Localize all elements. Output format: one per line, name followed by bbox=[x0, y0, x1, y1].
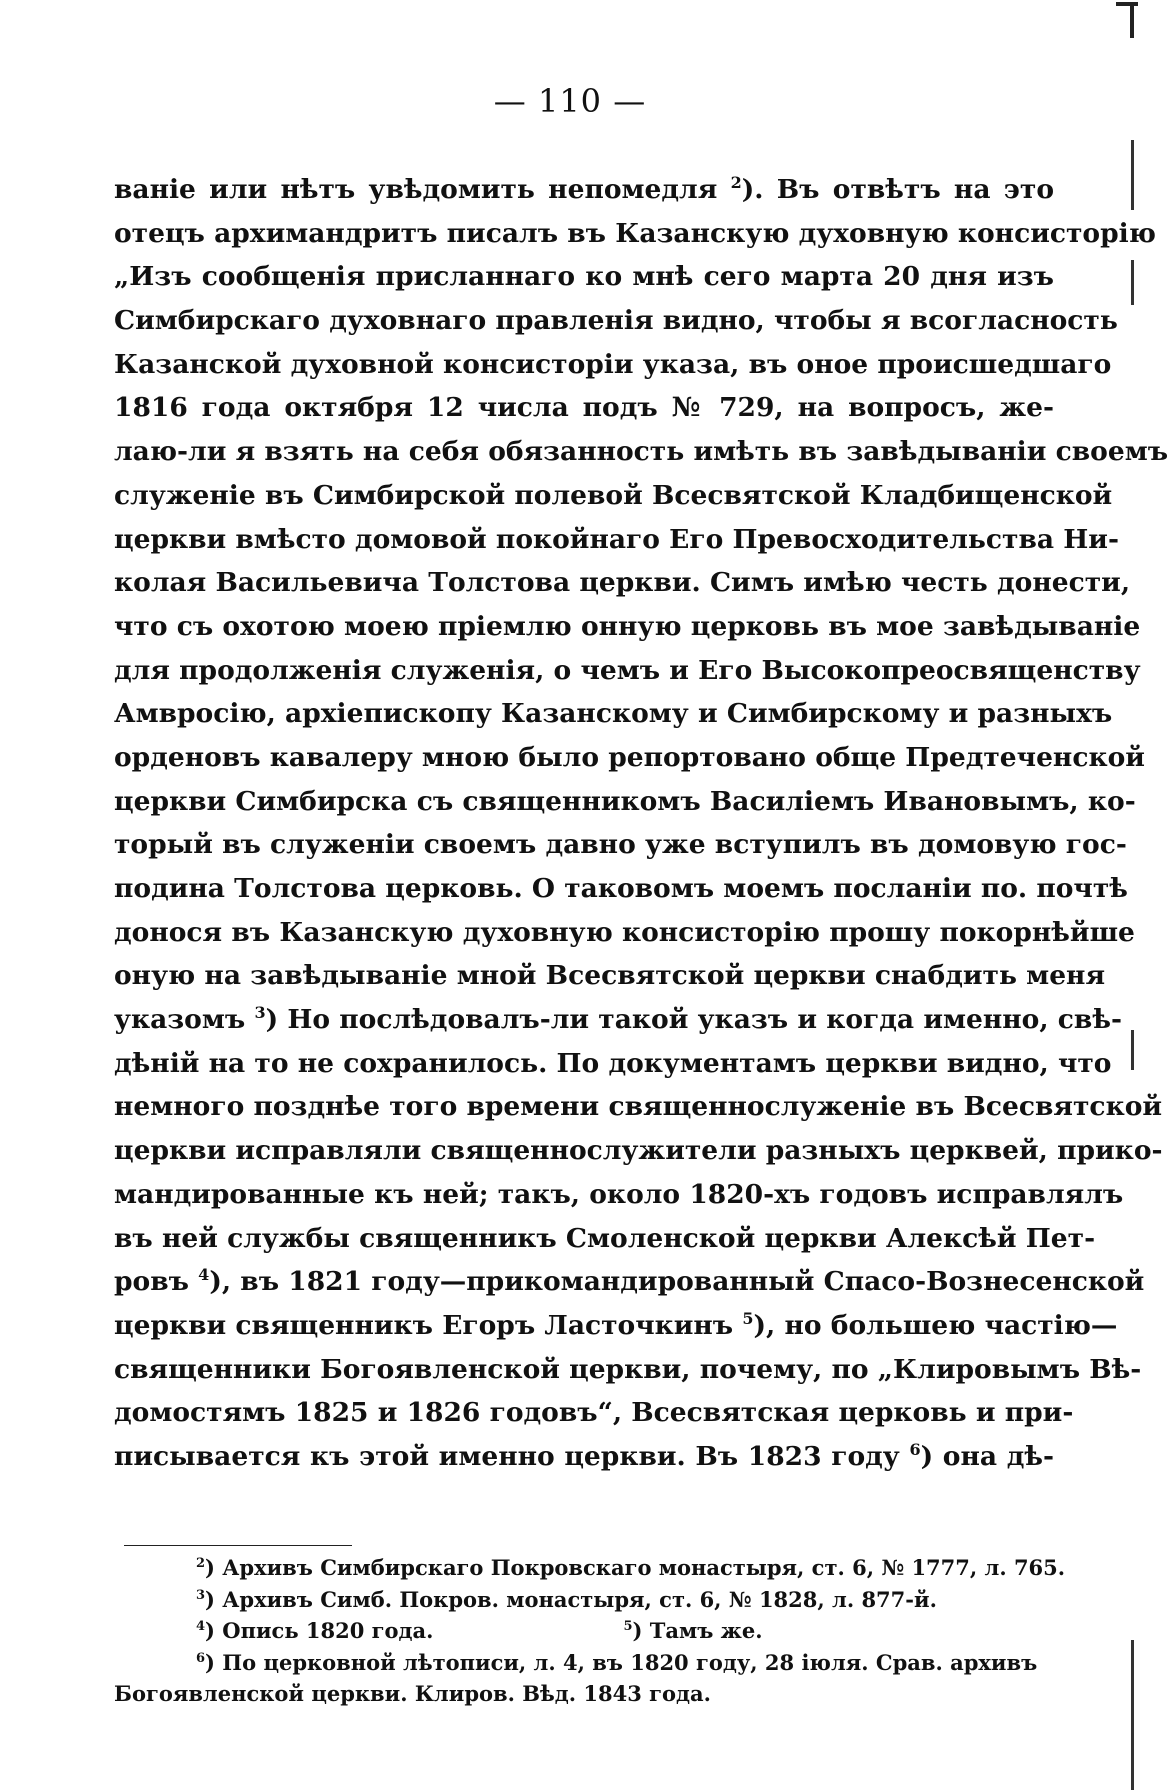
page-edge-mark bbox=[1131, 1030, 1134, 1070]
text-line: „Изъ сообщенія присланнаго ко мнѣ сего марта 20 дня изъ bbox=[114, 261, 1054, 293]
text-line: 1816 года октября 12 числа подъ № 729, на вопросъ, же- bbox=[114, 392, 1054, 424]
footnote-ref: 6 bbox=[909, 1439, 921, 1459]
footnote-3: $^3$) Архивъ Симб. Покров. монастыря, ст. 6, № 1828, л. 877-й. bbox=[196, 1586, 937, 1612]
footnote-ref: 2 bbox=[730, 173, 742, 192]
text-line: для продолженія служенія, о чемъ и Его Высокопреосвященству bbox=[114, 654, 1141, 686]
page-number: — 110 — bbox=[493, 82, 647, 120]
text-line: ровъ $^4$), въ 1821 году—прикомандированный Спасо-Вознесенской bbox=[114, 1265, 1145, 1298]
page-edge-mark bbox=[1131, 1640, 1134, 1790]
text-line: домостямъ 1825 и 1826 годовъ“, Всесвятская церковь и при- bbox=[114, 1397, 1074, 1429]
text-line: донося въ Казанскую духовную консисторію прошу покорнѣйше bbox=[114, 916, 1135, 948]
text-line: орденовъ кавалеру мною было репортовано обще Предтеченской bbox=[114, 741, 1145, 773]
page-edge-mark bbox=[1131, 260, 1134, 305]
text-line: церкви священникъ Егоръ Ласточкинъ $^5$), но большею частію— bbox=[114, 1308, 1118, 1341]
text-line: священники Богоявленской церкви, почему, по „Клировымъ Вѣ- bbox=[114, 1353, 1142, 1385]
text-line: дѣній на то не сохранилось. По документамъ церкви видно, что bbox=[114, 1047, 1112, 1079]
footnote-divider bbox=[124, 1545, 352, 1546]
footnote-ref: 4 bbox=[198, 1265, 210, 1285]
text-line: церкви исправляли священнослужители разныхъ церквей, прико- bbox=[114, 1135, 1163, 1167]
footnote-6-continuation: Богоявленской церкви. Клиров. Вѣд. 1843 года. bbox=[114, 1681, 711, 1706]
text-line: Симбирскаго духовнаго правленія видно, чтобы я всогласность bbox=[114, 305, 1118, 337]
text-line: колая Васильевича Толстова церкви. Симъ имѣю честь донести, bbox=[114, 567, 1131, 599]
text-line: указомъ $^3$) Но послѣдовалъ-ли такой указъ и когда именно, свѣ- bbox=[114, 1003, 1122, 1036]
text-line: ваніе или нѣтъ увѣдомить непомедля $^2$). Въ отвѣтъ на это bbox=[114, 173, 1054, 205]
text-line: въ ней службы священникъ Смоленской церкви Алексѣй Пет- bbox=[114, 1222, 1096, 1254]
page-edge-mark bbox=[1131, 140, 1134, 210]
text-line: мандированные къ ней; такъ, около 1820-хъ годовъ исправлялъ bbox=[114, 1178, 1124, 1210]
text-line: оную на завѣдываніе мной Всесвятской церкви снабдить меня bbox=[114, 960, 1106, 992]
text-line: что съ охотою моею пріемлю онную церковь въ мое завѣдываніе bbox=[114, 610, 1141, 642]
text-line: писывается къ этой именно церкви. Въ 1823 году $^6$) она дѣ- bbox=[114, 1439, 1054, 1472]
text-line: Казанской духовной консисторіи указа, въ оное происшедшаго bbox=[114, 348, 1112, 380]
text-line: отецъ архимандритъ писалъ въ Казанскую духовную консисторію bbox=[114, 217, 1156, 249]
text-line: Амвросію, архіепископу Казанскому и Симбирскому и разныхъ bbox=[114, 698, 1113, 730]
footnote-2: $^2$) Архивъ Симбирскаго Покровскаго монастыря, ст. 6, № 1777, л. 765. bbox=[196, 1555, 1066, 1580]
body-text bbox=[114, 168, 1168, 1479]
footnote-ref: 5 bbox=[742, 1308, 754, 1328]
text-line: торый въ служеніи своемъ давно уже вступилъ въ домовую гос- bbox=[114, 829, 1127, 861]
footnote-6: $^6$) По церковной лѣтописи, л. 4, въ 1820 году, 28 іюля. Срав. архивъ bbox=[196, 1649, 1038, 1675]
footnote-4-5: $^4$) Опись 1820 года. $^5$) Тамъ же. bbox=[196, 1618, 763, 1643]
text-line: церкви вмѣсто домовой покойнаго Его Превосходительства Ни- bbox=[114, 523, 1119, 555]
text-line: лаю-ли я взять на себя обязанность имѣть въ завѣдываніи своемъ bbox=[114, 436, 1168, 468]
text-line: подина Толстова церковь. О таковомъ моемъ посланіи по. почтѣ bbox=[114, 873, 1128, 904]
footnote-ref: 3 bbox=[254, 1003, 266, 1023]
footnotes bbox=[114, 1552, 1066, 1710]
text-line: служеніе въ Симбирской полевой Всесвятской Кладбищенской bbox=[114, 479, 1113, 511]
page-corner-mark bbox=[1114, 0, 1140, 40]
text-line: немного позднѣе того времени священнослуженіе въ Всесвятской bbox=[114, 1091, 1163, 1123]
text-line: церкви Симбирска съ священникомъ Василіемъ Ивановымъ, ко- bbox=[114, 785, 1136, 817]
